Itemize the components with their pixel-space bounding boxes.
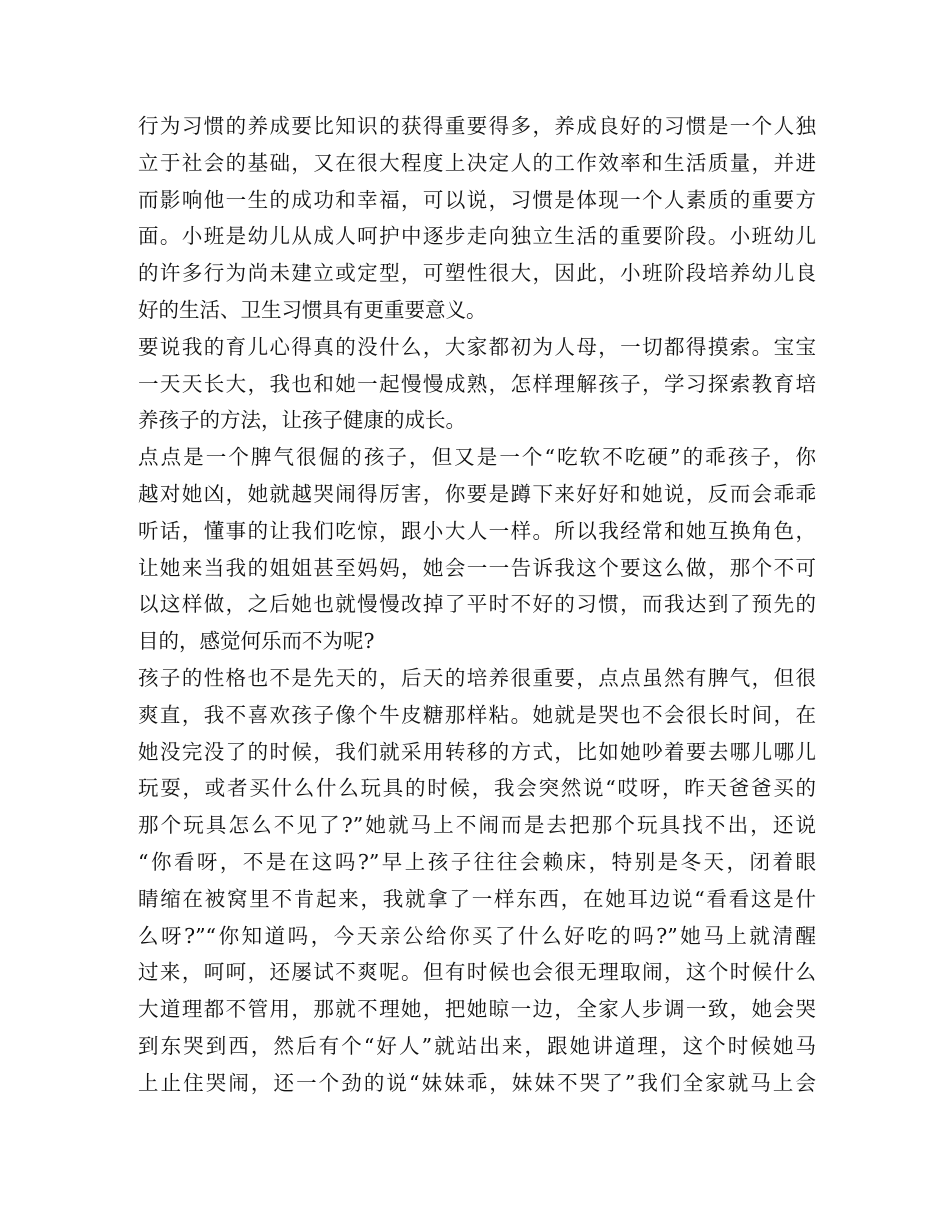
text-line: “你看呀，不是在这吗?”早上孩子往往会赖床，特别是冬天，闭着眼: [138, 849, 816, 874]
paragraph-parenting: [138, 329, 816, 439]
text-line: 养孩子的方法，让孩子健康的成长。: [138, 408, 466, 433]
text-line: 点点是一个脾气很倔的孩子，但又是一个“吃软不吃硬”的乖孩子，你: [138, 445, 816, 470]
text-line: 那个玩具怎么不见了?”她就马上不闹而是去把那个玩具找不出，还说: [138, 813, 816, 838]
text-line: 到东哭到西，然后有个“好人”就站出来，跟她讲道理，这个时候她马: [138, 1033, 816, 1058]
paragraph-personality: [138, 660, 816, 1102]
text-line: 听话，懂事的让我们吃惊，跟小大人一样。所以我经常和她互换角色，: [138, 518, 816, 543]
paragraph-role-swap: [138, 439, 816, 660]
text-line: 上止住哭闹，还一个劲的说“妹妹乖，妹妹不哭了”我们全家就马上会: [138, 1070, 816, 1095]
text-line: 立于社会的基础，又在很大程度上决定人的工作效率和生活质量，并进: [138, 150, 816, 175]
text-line: 过来，呵呵，还屡试不爽呢。但有时候也会很无理取闹，这个时候什么: [138, 960, 816, 985]
text-line: 睛缩在被窝里不肯起来，我就拿了一样东西，在她耳边说“看看这是什: [138, 886, 816, 911]
text-line: 目的，感觉何乐而不为呢?: [138, 629, 375, 654]
text-line: 么呀?”“你知道吗，今天亲公给你买了什么好吃的吗?”她马上就清醒: [138, 923, 816, 948]
text-line: 的许多行为尚未建立或定型，可塑性很大，因此，小班阶段培养幼儿良: [138, 261, 816, 286]
text-line: 孩子的性格也不是先天的，后天的培养很重要，点点虽然有脾气，但很: [138, 665, 816, 690]
text-line: 玩耍，或者买什么什么玩具的时候，我会突然说“哎呀，昨天爸爸买的: [138, 776, 816, 801]
paragraph-habits: [138, 108, 816, 329]
text-line: 以这样做，之后她也就慢慢改掉了平时不好的习惯，而我达到了预先的: [138, 592, 816, 617]
text-line: 她没完没了的时候，我们就采用转移的方式，比如她吵着要去哪儿哪儿: [138, 739, 816, 764]
text-line: 一天天长大，我也和她一起慢慢成熟，怎样理解孩子，学习探索教育培: [138, 371, 816, 396]
text-line: 要说我的育儿心得真的没什么，大家都初为人母，一切都得摸索。宝宝: [138, 334, 816, 359]
text-line: 让她来当我的姐姐甚至妈妈，她会一一告诉我这个要这么做，那个不可: [138, 555, 816, 580]
text-line: 好的生活、卫生习惯具有更重要意义。: [138, 297, 487, 322]
text-line: 越对她凶，她就越哭闹得厉害，你要是蹲下来好好和她说，反而会乖乖: [138, 481, 816, 506]
document-body: [138, 108, 816, 1102]
text-line: 面。小班是幼儿从成人呵护中逐步走向独立生活的重要阶段。小班幼儿: [138, 224, 816, 249]
text-line: 而影响他一生的成功和幸福，可以说，习惯是体现一个人素质的重要方: [138, 187, 816, 212]
text-line: 行为习惯的养成要比知识的获得重要得多，养成良好的习惯是一个人独: [138, 114, 816, 138]
text-line: 大道理都不管用，那就不理她，把她晾一边，全家人步调一致，她会哭: [138, 997, 816, 1022]
text-line: 爽直，我不喜欢孩子像个牛皮糖那样粘。她就是哭也不会很长时间，在: [138, 702, 816, 727]
